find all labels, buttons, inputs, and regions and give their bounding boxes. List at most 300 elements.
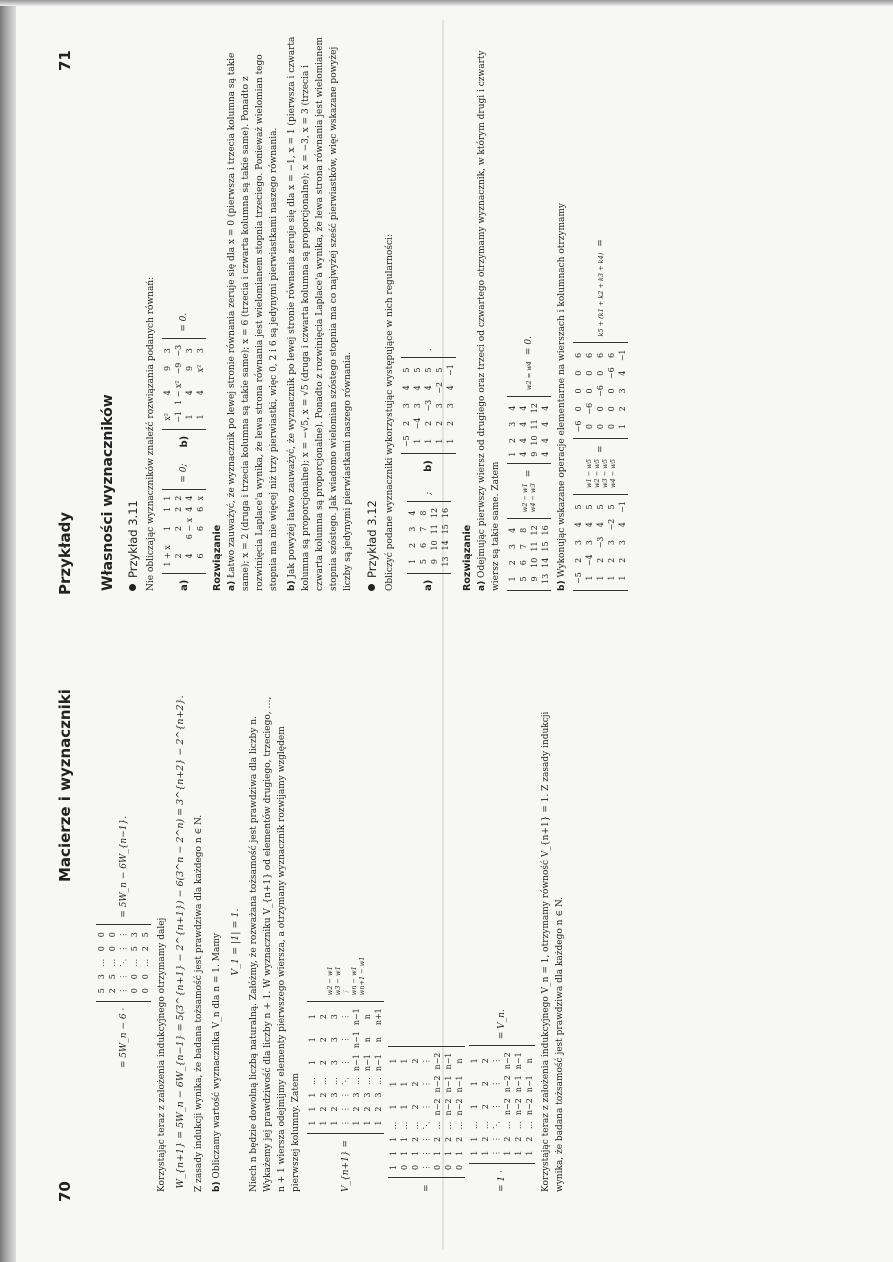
matrix-cell: 0 <box>585 424 594 430</box>
solution2-a-text: Odejmując pierwszy wiersz od drugiego oraz trzeci od czwartego otrzymamy wyznacznik, w którym drugi i czwarty wiersz są takie same. Zatem <box>477 50 501 591</box>
matrix-cell: 4 <box>519 437 528 444</box>
label-b: b) <box>423 460 434 472</box>
matrix-cell: 1 <box>389 1136 398 1142</box>
matrix-cell: 3 <box>130 932 139 938</box>
matrix-cell: 4 <box>424 385 433 391</box>
matrix-cell: −1 <box>174 411 183 423</box>
matrix-cell: n−2 <box>433 1098 442 1116</box>
matrix-row <box>524 1049 535 1160</box>
matrix-cell: 6 <box>196 506 205 512</box>
matrix-cell: ⋮ <box>422 1163 431 1172</box>
matrix-row <box>195 342 206 426</box>
matrix-cell: 3 <box>374 1092 383 1098</box>
matrix-cell: x² <box>196 364 205 373</box>
matrix-cell: 3 <box>508 543 517 550</box>
matrix-cell: −3 <box>174 344 183 357</box>
determinant-vn1 <box>307 1001 384 1134</box>
matrix-cell: 4 <box>508 527 517 533</box>
vn1-determinant-line <box>307 692 384 1192</box>
matrix-cell: 0 <box>607 424 616 430</box>
matrix-cell: 4 <box>185 495 194 501</box>
matrix-cell: 9 <box>163 365 172 372</box>
matrix-cell: 0 <box>108 932 117 938</box>
matrix-cell: 1 <box>308 1060 317 1066</box>
matrix-cell: 4 <box>618 370 627 376</box>
matrix-cell: ⋮ <box>422 1149 431 1158</box>
matrix-cell: 6 <box>607 352 616 358</box>
matrix-cell: ⋮ <box>492 1056 501 1065</box>
matrix-cell: 6 <box>519 560 528 566</box>
matrix-cell: n−1 <box>455 1075 464 1093</box>
example-3-12-label: Przykład 3.12 <box>365 500 379 578</box>
matrix-cell: n <box>374 1037 383 1043</box>
matrix-cell: n−2 <box>503 1098 512 1116</box>
matrix-cell: 2 <box>444 1136 453 1142</box>
matrix-cell: 1 <box>585 575 594 581</box>
matrix-row <box>540 522 551 587</box>
matrix-cell: 4 <box>413 385 422 391</box>
row-op: ⋮ <box>341 988 350 996</box>
matrix-row <box>480 1049 491 1160</box>
matrix-cell: ⋱ <box>119 958 128 967</box>
matrix-row <box>518 522 529 587</box>
matrix-cell: 4 <box>407 510 417 516</box>
matrix-cell: ⋮ <box>341 1119 350 1128</box>
label-a: a) <box>477 580 487 591</box>
matrix-cell: … <box>130 958 139 967</box>
matrix-cell: −4 <box>413 417 422 430</box>
matrix-cell: … <box>400 1121 409 1130</box>
matrix-cell: 0 <box>97 932 106 938</box>
matrix-row <box>518 400 529 460</box>
matrix-cell: 4 <box>446 385 455 391</box>
matrix-cell: 1 <box>308 1014 317 1020</box>
matrix-cell: −6 <box>585 402 594 415</box>
matrix-cell: 1 <box>163 526 172 532</box>
matrix-cell: 1 <box>508 451 517 457</box>
solution2-a-computation <box>507 31 551 591</box>
matrix-cell: 3 <box>330 1060 339 1066</box>
expanded-determinant-line <box>469 692 535 1192</box>
matrix-cell: 0 <box>400 1164 409 1170</box>
solution-a-text: Łatwo zauważyć, że wyznacznik po lewej stronie równania zeruje się dla x = 0 (pierwsza i trzecia kolumna są takie same); x = 2 (druga i trzecia kolumna są takie same); x = 6 (trzecia i czwarta kolumna są takie same). Ponadto z rozwinięcia Laplace'a wynika, że lewa strona równania jest wielomianem stopnia trzeciego. Ponieważ wielomian tego stopnia ma nie więcej niż trzy pierwiastki, więc 0, 2 i 6 są jedynymi pierwiastkami naszego równania. <box>227 52 279 591</box>
matrix-cell: 1 <box>607 575 616 581</box>
matrix-cell: −5 <box>574 572 583 584</box>
right-running-head: Przykłady <box>56 511 74 595</box>
matrix-row <box>421 1050 432 1175</box>
matrix-cell: … <box>470 1121 479 1130</box>
matrix-cell: 2 <box>455 1136 464 1142</box>
matrix-cell: 2 <box>607 557 616 563</box>
matrix-cell: 0 <box>130 974 139 980</box>
matrix-cell: x² <box>163 413 172 421</box>
matrix-cell: 0 <box>444 1164 453 1170</box>
matrix-row <box>573 347 584 436</box>
matrix-cell: 4 <box>541 451 550 457</box>
row-op: w1 − w5 <box>584 459 593 489</box>
matrix-cell: 1 <box>481 1150 490 1156</box>
paragraph-induction-step: Niech n będzie dowolną liczbą naturalną. Załóżmy, że rozważana tożsamość jest prawdziwa dla liczby n. Wykażemy jej prawdziwość dla liczby n + 1. W wyznaczniku V_{n+1} od elementów drugiego, trzeciego, …, n + 1 wiersza odejmijmy elementy pierwszego wiersza, a otrzymany wyznacznik rozwijamy względem pierwszej kolumny. Zatem <box>249 696 301 1192</box>
matrix-row <box>432 1050 443 1175</box>
solution-b-text: Jak powyżej łatwo zauważyć, że wyznacznik po lewej stronie równania zeruje się dla x = −1, x = 1 (pierwsza i czwarta kolumna są proporcjonalne); x = −√5, x = √5 (druga i czwarta kolumna są proporcjonalne); x = −3, x = 3 (trzecia i czwarta kolumna są proporcjonalne). Ponadto z rozwinięcia Laplace'a wynika, że lewa strona równania jest wielomianem stopnia szóstego. Jak wiadomo wielomian szóstego stopnia ma co najwyżej sześć pierwiastków, więc wskazane powyżej liczby są jedynymi pierwiastkami naszego równania. <box>287 36 353 591</box>
matrix-cell: 5 <box>574 504 583 510</box>
matrix-cell: 16 <box>541 525 550 536</box>
matrix-cell: 3 <box>196 348 205 354</box>
matrix-row <box>195 493 206 570</box>
matrix-cell: 1 <box>389 1081 398 1087</box>
matrix-cell: ⋮ <box>492 1102 501 1111</box>
matrix-row <box>573 498 584 587</box>
matrix-cell: … <box>433 1121 442 1130</box>
matrix-cell: x <box>196 496 205 501</box>
matrix-cell: 2 <box>374 1106 383 1112</box>
matrix-cell: 3 <box>407 526 417 532</box>
matrix-cell: 11 <box>429 524 439 535</box>
matrix-cell: 5 <box>607 504 616 510</box>
matrix-cell: 5 <box>435 367 444 373</box>
matrix-row <box>140 928 151 998</box>
matrix-cell: n−2 <box>455 1098 464 1116</box>
matrix-cell: ⋮ <box>119 972 128 981</box>
matrix-cell: 4 <box>519 421 528 427</box>
matrix-cell: 1 <box>508 576 517 582</box>
matrix-cell: 2 <box>481 1104 490 1110</box>
matrix-cell: 13 <box>440 556 450 567</box>
matrix-cell: 1 <box>400 1150 409 1156</box>
matrix-row <box>373 1005 384 1130</box>
matrix-cell: 2 <box>508 437 517 444</box>
matrix-cell: 3 <box>574 539 583 546</box>
matrix-row <box>318 1005 329 1130</box>
matrix-cell: … <box>389 1121 398 1130</box>
matrix-cell: 11 <box>530 419 539 430</box>
matrix-cell: 6 <box>574 352 583 358</box>
paragraph-b-intro <box>210 692 224 1192</box>
row-op: wn+1 − w1 <box>357 956 366 996</box>
equals-sign: = <box>595 239 606 247</box>
matrix-cell: 2 <box>411 1136 420 1142</box>
solution2-a <box>475 31 503 591</box>
right-page-body <box>90 31 632 591</box>
matrix-cell: … <box>514 1121 523 1130</box>
matrix-cell: 4 <box>585 522 594 528</box>
matrix-cell: 0 <box>455 1164 464 1170</box>
matrix-cell: 2 <box>407 542 417 548</box>
matrix-row <box>443 1050 454 1175</box>
matrix-cell: 1 <box>308 1092 317 1098</box>
b-intro-text: Obliczamy wartość wyznacznika V_n dla n = 1. Mamy <box>212 933 222 1179</box>
row-op: w2 − w5 <box>592 459 601 489</box>
solution-label: Rozwiązanie <box>212 524 223 591</box>
matrix-row <box>595 498 606 587</box>
matrix-cell: ⋮ <box>341 1058 350 1067</box>
matrix-cell: 1 <box>185 414 194 420</box>
matrix-cell: 1 <box>470 1058 479 1064</box>
matrix-cell: 2 <box>319 1014 328 1020</box>
matrix-cell: 2 <box>433 1136 442 1142</box>
matrix-cell: −3 <box>424 399 433 412</box>
matrix-cell: 1 <box>411 1150 420 1156</box>
matrix-cell: n−2 <box>433 1052 442 1070</box>
matrix-cell: 1 <box>163 506 172 512</box>
matrix-row <box>584 347 595 436</box>
matrix-row <box>162 493 173 570</box>
matrix-cell: 2 <box>363 1106 372 1112</box>
example-3-11-text: Nie obliczając wyznaczników znaleźć rozwiązania podanych równań: <box>146 276 156 591</box>
matrix-cell: 2 <box>174 506 183 512</box>
matrix-row <box>184 493 195 570</box>
matrix-cell: −2 <box>435 381 444 394</box>
matrix-cell: 0 <box>130 988 139 994</box>
matrix-cell: 6 − x <box>185 517 194 540</box>
matrix-cell: 1 <box>163 495 172 501</box>
determinant-b2-tail: . <box>423 348 434 352</box>
matrix-cell: 0 <box>141 988 150 994</box>
matrix-cell: 1 <box>444 1150 453 1156</box>
matrix-cell: 9 <box>185 365 194 372</box>
matrix-cell: 2 <box>481 1081 490 1087</box>
matrix-cell: ⋮ <box>341 1105 350 1114</box>
matrix-cell: … <box>330 1077 339 1086</box>
solution-a <box>225 31 281 591</box>
matrix-cell: 3 <box>97 974 106 980</box>
matrix-cell: 2 <box>596 557 605 563</box>
matrix-row <box>606 347 617 436</box>
matrix-cell: 3 <box>330 1037 339 1043</box>
matrix-row <box>434 361 445 450</box>
matrix-row <box>329 1005 340 1130</box>
matrix-row <box>107 928 118 998</box>
matrix-cell: 3 <box>618 539 627 546</box>
matrix-row <box>118 928 129 998</box>
matrix-cell: 1 <box>308 1106 317 1112</box>
matrix-cell: ⋱ <box>422 1121 431 1130</box>
matrix-cell: n−2 <box>525 1098 534 1116</box>
solution2-b-computation <box>573 31 628 591</box>
determinant-r1 <box>507 518 551 591</box>
matrix-cell: ⋮ <box>119 986 128 995</box>
row-operations <box>521 483 537 512</box>
matrix-row <box>529 400 540 460</box>
matrix-cell: n−1 <box>363 1054 372 1072</box>
matrix-cell: 4 <box>618 522 627 528</box>
matrix-row <box>507 522 518 587</box>
matrix-cell: 2 <box>503 1136 512 1142</box>
determinant-a <box>162 489 206 574</box>
example-3-11-label: Przykład 3.11 <box>126 500 140 578</box>
matrix-cell: 1 <box>435 438 444 444</box>
matrix-cell: 5 <box>596 504 605 510</box>
matrix-cell: 9 <box>530 451 539 457</box>
matrix-cell: 0 <box>585 370 594 376</box>
matrix-cell: 1 + x <box>163 545 172 567</box>
label-a: a) <box>423 579 434 591</box>
expansion-lead: = 1 · <box>497 1170 507 1192</box>
matrix-cell: 4 <box>508 405 517 411</box>
matrix-cell: 15 <box>440 524 450 535</box>
matrix-row <box>440 505 451 570</box>
matrix-cell: 0 <box>433 1164 442 1170</box>
matrix-cell: n−2 <box>514 1098 523 1116</box>
matrix-cell: 2 <box>319 1092 328 1098</box>
recurrence-tail: = 5W_n − 6W_{n−1}. <box>118 815 129 918</box>
matrix-cell: 1 <box>503 1150 512 1156</box>
matrix-row <box>173 342 184 426</box>
matrix-cell: −1 <box>618 349 627 362</box>
recurrence-line <box>96 692 151 1192</box>
matrix-cell: ⋮ <box>341 1091 350 1100</box>
matrix-cell: … <box>455 1121 464 1130</box>
row-operations <box>585 459 617 488</box>
matrix-cell: −5 <box>402 435 411 448</box>
matrix-cell: ⋱ <box>341 1077 350 1086</box>
matrix-cell: 5 <box>108 974 117 980</box>
matrix-cell: 1 <box>470 1136 479 1142</box>
solution-b <box>285 31 355 591</box>
matrix-cell: 5 <box>418 559 428 565</box>
matrix-cell: 1 <box>389 1104 398 1110</box>
matrix-cell: 2 <box>435 420 444 426</box>
matrix-cell: 1 <box>455 1150 464 1156</box>
result-zero: = 0. <box>524 336 534 356</box>
solution-label: Rozwiązanie <box>462 524 473 591</box>
matrix-row <box>617 498 628 587</box>
matrix-row <box>584 498 595 587</box>
determinant-r3 <box>573 494 628 591</box>
matrix-row <box>173 493 184 570</box>
matrix-cell: 16 <box>440 507 450 519</box>
matrix-cell: 3 <box>352 1092 361 1098</box>
matrix-cell: 0 <box>596 424 605 430</box>
matrix-cell: n−2 <box>503 1075 512 1093</box>
equation-v1: V_1 = |1| = 1. <box>230 908 241 976</box>
reduced-determinant-line <box>388 692 465 1192</box>
matrix-cell: 1 <box>374 1120 383 1126</box>
column-operation: k5 + (k1 + k2 + k3 + k4) <box>596 252 605 337</box>
matrix-cell: n−1 <box>444 1052 453 1070</box>
matrix-cell: 1 <box>514 1150 523 1156</box>
determinant-r2 <box>507 396 551 464</box>
matrix-cell: 0 <box>108 946 117 952</box>
row-op: w2 − w1 <box>521 483 529 513</box>
matrix-cell: … <box>525 1121 534 1130</box>
matrix-cell: 3 <box>618 388 627 394</box>
matrix-row <box>418 505 429 570</box>
matrix-cell: ⋮ <box>422 1135 431 1144</box>
matrix-cell: 1 <box>424 438 433 444</box>
matrix-cell: n−2 <box>433 1075 442 1093</box>
matrix-cell: 1 <box>330 1120 339 1126</box>
matrix-cell: n−2 <box>503 1052 512 1070</box>
matrix-cell: 9 <box>429 559 439 565</box>
matrix-cell: 4 <box>519 451 528 457</box>
matrix-cell: 1 <box>389 1058 398 1064</box>
matrix-cell: 6 <box>196 553 205 559</box>
matrix-cell: ⋮ <box>492 1079 501 1088</box>
matrix-cell: 4 <box>596 522 605 528</box>
matrix-row <box>507 400 518 460</box>
solution2-b <box>555 31 569 591</box>
equation-b-tail: = 0. <box>179 312 189 332</box>
matrix-cell: 5 <box>141 932 150 938</box>
matrix-cell: 0 <box>596 370 605 376</box>
left-page <box>0 631 893 1262</box>
matrix-row <box>606 498 617 587</box>
matrix-cell: n−2 <box>444 1098 453 1116</box>
matrix-cell: 4 <box>541 437 550 444</box>
matrix-cell: 0 <box>574 388 583 394</box>
matrix-cell: 2 <box>352 1106 361 1112</box>
matrix-cell: 6 <box>196 526 205 532</box>
matrix-cell: 3 <box>185 348 194 354</box>
bullet-icon <box>368 584 375 591</box>
matrix-cell: 2 <box>141 946 150 952</box>
paragraph-conclusion-a: Z zasady indukcji wynika, że badana tożsamość jest prawdziwa dla każdego n ∈ N. <box>194 814 204 1192</box>
matrix-cell: 4 <box>163 390 172 396</box>
matrix-cell: 7 <box>519 543 528 550</box>
matrix-cell: 4 <box>402 385 411 391</box>
matrix-cell: 2 <box>319 1037 328 1043</box>
matrix-cell: 1 <box>363 1120 372 1126</box>
matrix-cell: 6 <box>585 352 594 358</box>
paragraph-final: Korzystając teraz z założenia indukcyjnego V_n = 1, otrzymamy równość V_{n+1} = 1. Z zasady indukcji wynika, że badana tożsamość jest prawdziwa dla każdego n ∈ N. <box>541 711 565 1192</box>
matrix-cell: 4 <box>185 553 194 559</box>
example-3-12-text: Obliczyć podane wyznaczniki wykorzystując występujące w nich regularności: <box>385 234 395 591</box>
equals-sign: = <box>421 1184 432 1192</box>
matrix-cell: ⋱ <box>492 1121 501 1130</box>
matrix-cell: 1 <box>413 438 422 444</box>
matrix-cell: … <box>411 1121 420 1130</box>
matrix-cell: −6 <box>574 420 583 433</box>
matrix-row <box>129 928 140 998</box>
matrix-cell: 0 <box>607 388 616 394</box>
matrix-cell: ⋮ <box>119 930 128 939</box>
matrix-cell: 1 <box>308 1037 317 1043</box>
example-3-12-determinants <box>401 31 456 591</box>
matrix-cell: 0 <box>411 1164 420 1170</box>
matrix-cell: 1 <box>400 1104 409 1110</box>
matrix-cell: 10 <box>530 557 539 568</box>
recurrence-lead: = 5W_n − 6 · <box>118 1007 129 1069</box>
matrix-cell: 2 <box>508 560 517 566</box>
matrix-row <box>540 400 551 460</box>
matrix-cell: 0 <box>607 406 616 412</box>
matrix-cell: −2 <box>607 518 616 531</box>
label-b: b) <box>557 580 567 591</box>
matrix-cell: 1 <box>596 575 605 581</box>
matrix-cell: 3 <box>607 539 616 546</box>
matrix-cell: 15 <box>541 541 550 552</box>
matrix-cell: ⋮ <box>422 1080 431 1089</box>
matrix-cell: 3 <box>330 1014 339 1020</box>
determinant-a2-tail: ; <box>423 491 434 495</box>
matrix-row <box>340 1005 351 1130</box>
matrix-cell: 1 <box>196 414 205 420</box>
matrix-cell: 4 <box>541 405 550 411</box>
row-op: w2 − w1 <box>325 966 334 996</box>
equation-a-tail: = 0; <box>179 463 189 483</box>
determinant-b <box>162 338 206 430</box>
matrix-cell: 3 <box>330 1092 339 1098</box>
matrix-row <box>513 1049 524 1160</box>
example-3-11-equations <box>162 31 206 591</box>
matrix-cell: 4 <box>185 506 194 512</box>
matrix-cell: 4 <box>541 421 550 427</box>
matrix-cell: n−1 <box>352 1031 361 1049</box>
matrix-cell: 4 <box>196 390 205 396</box>
matrix-cell: 5 <box>97 988 106 994</box>
matrix-cell: … <box>444 1121 453 1130</box>
